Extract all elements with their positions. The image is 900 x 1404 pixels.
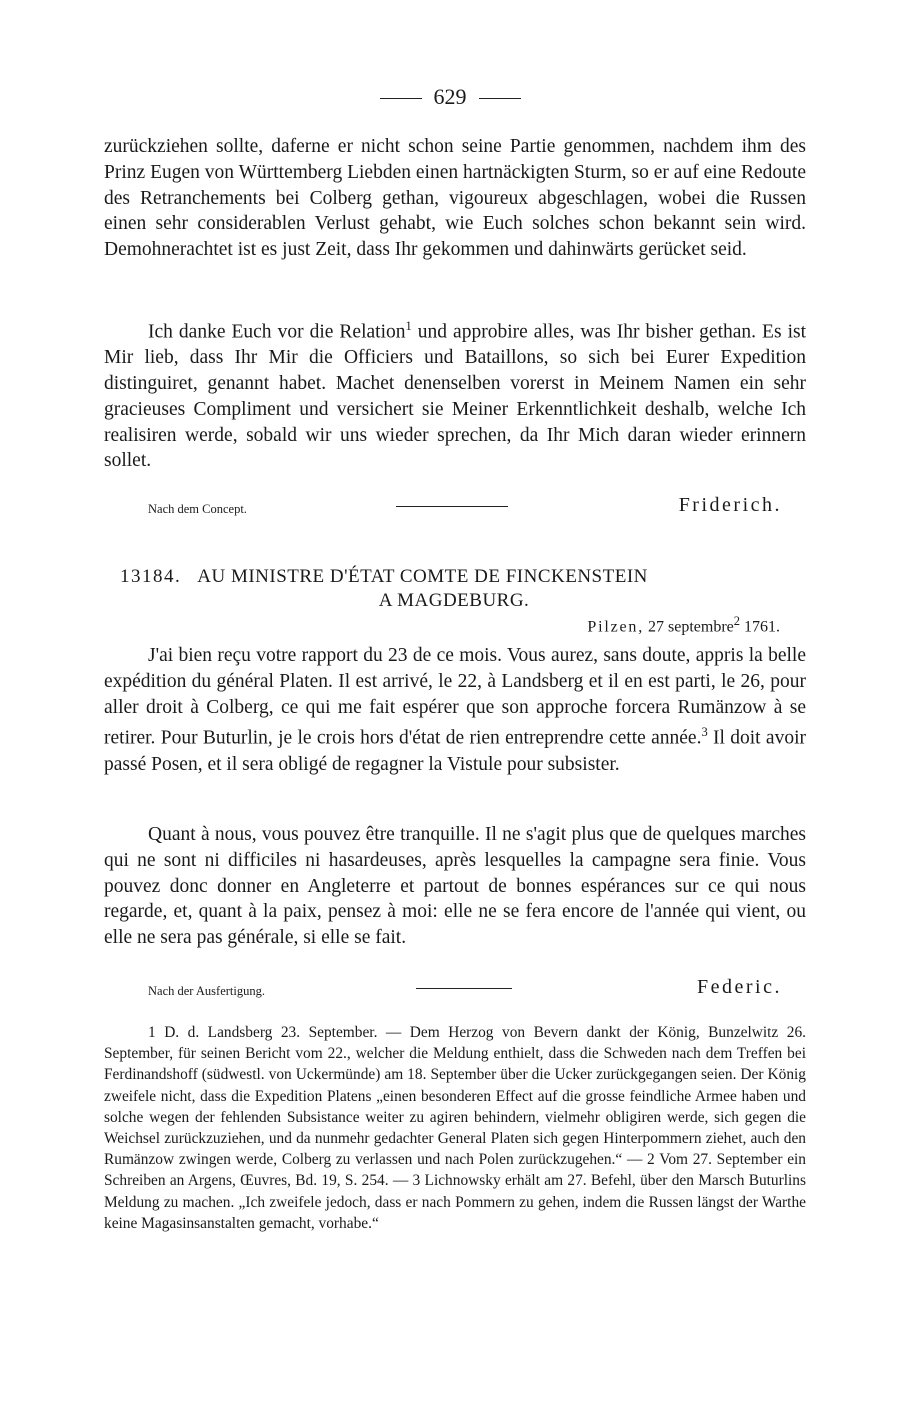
letter2-paragraph1-start: J'ai bien reçu votre rapport du 23 de ce mois. Vous aurez, sans doute, appris la belle expédition du général Platen. Il est arrivé, le 22, à Landsberg et il en est parti, le 26, pour aller droit à Colberg, ce qui me fait espérer que son approche forcera Rumänzow à se retirer. Pour Buturlin, je le crois hors d'état de rien entreprendre cette année. <box>104 645 806 749</box>
footnote-ref-1: 1 <box>405 319 412 333</box>
page-number: 629 <box>433 84 467 109</box>
letter2-heading <box>120 565 788 613</box>
header-rule-left <box>380 98 422 99</box>
footnotes-text: 1 D. d. Landsberg 23. September. — Dem Herzog von Bevern dankt der König, Bunzelwitz 26. September, für seinen Bericht vom 22., welcher die Meldung enthielt, dass die Schweden nach dem Treffen bei Ferdinandshoff (südwestl. von Uckermünde) am 18. September über die Ucker zurückgegangen seien. Der König zweifele nicht, dass die Expedition Platens „einen besonderen Effect auf die grosse feindliche Armee haben und solche wegen der fehlenden Subsistance weiter zu agiren behindern, vielmehr obligiren werde, sich gegen die Weichsel zurückzuziehen, und da nunmehr gedachter General Platen sich gegen Hinterpommern ziehet, auch den Rumänzow zwingen werde, Colberg zu verlassen und nach Polen zurückzugehen.“ — 2 Vom 27. September ein Schreiben an Argens, Œuvres, Bd. 19, S. 254. — 3 Lichnowsky erhält am 27. Befehl, über den Marsch Buturlins Meldung zu machen. „Ich zweifele jedoch, dass er nach Pommern zu gehen, indem die Russen längst der Warthe keine Magasinsanstalten gemacht, vorhabe.“ <box>104 1024 806 1232</box>
footnote-ref-2: 2 <box>733 614 740 628</box>
letter1-paragraph2 <box>104 314 806 474</box>
letter2-dateline <box>587 614 780 636</box>
letter2-source: Nach der Ausfertigung. <box>148 984 265 998</box>
separator-rule <box>396 506 508 507</box>
letter2-signature: Federic. <box>697 976 782 998</box>
letter1-paragraph2-start: Ich danke Euch vor die Relation <box>148 321 406 343</box>
letter2-number: 13184. <box>120 566 182 587</box>
letter2-date: 27 septembre <box>648 618 734 636</box>
letter1-paragraph2-rest: und approbire alles, was Ihr bisher gethan. Es ist Mir lieb, dass Ihr Mir die Officiers und Bataillons, so sich bei Eurer Expedition distinguiret, genannt habet. Machet denenselben vorerst in Meinem Namen ein sehr gracieuses Compliment und versichert sie Meiner Erkenntlichkeit deshalb, welche Ich realisiren werde, sobald wir uns wieder sprechen, da Ihr Mich daran wieder erinnern sollet. <box>104 321 806 472</box>
letter2-paragraph1 <box>104 643 806 777</box>
page-header <box>0 84 900 110</box>
letter2-paragraph2: Quant à nous, vous pouvez être tranquille. Il ne s'agit plus que de quelques marches qui ne sont ni difficiles ni hasardeuses, après lesquelles la campagne sera finie. Vous pouvez donc donner en Angleterre et partout de bonnes espérances sur ce qui nous regarde, et, quant à la paix, pensez à moi: elle ne se fera encore de l'année qui vient, ou elle ne sera pas générale, si elle se fait. <box>104 824 806 949</box>
letter2-paragraph1-rest: Il doit avoir passé Posen, et il sera obligé de regagner la Vistule pour subsister. <box>104 727 806 775</box>
footnote-ref-3: 3 <box>701 725 708 740</box>
letter2-title-line2: A MAGDEBURG. <box>378 590 530 611</box>
separator-rule <box>416 988 512 989</box>
header-rule-right <box>479 98 521 99</box>
letter2-place: Pilzen, <box>587 618 644 636</box>
letter1-signature: Friderich. <box>678 494 782 516</box>
letter1-paragraph1: zurückziehen sollte, daferne er nicht schon seine Partie genommen, nachdem ihm des Prinz Eugen von Württemberg Liebden einen hartnäckigten Sturm, so er auf eine Redoute des Retranchements bei Colberg gethan, vigoureux abgeschlagen, wobei die Russen einen sehr considerablen Verlust gehabt, wie Euch solches schon bekannt sein wird. Demohnerachtet ist es just Zeit, dass Ihr gekommen und dahinwärts gerücket seid. <box>104 136 806 261</box>
letter2-title-line1: AU MINISTRE D'ÉTAT COMTE DE FINCKENSTEIN <box>197 566 648 587</box>
footnotes <box>104 1022 806 1234</box>
letter1-source: Nach dem Concept. <box>148 502 247 516</box>
letter2-year: 1761. <box>744 618 780 636</box>
